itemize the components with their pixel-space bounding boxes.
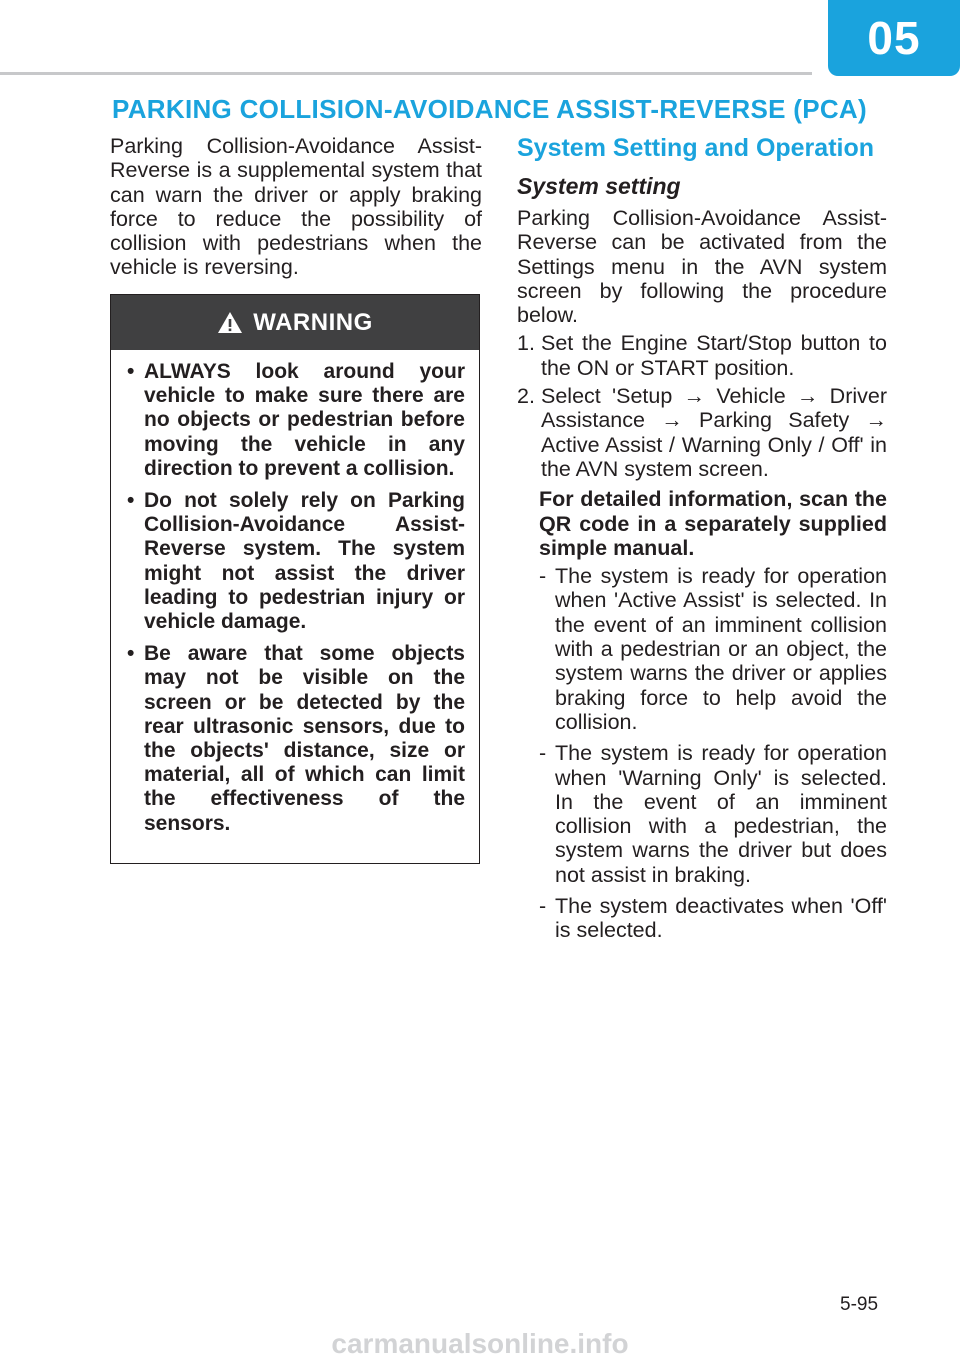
step-text: Set the Engine Start/Stop button to the ON or START position.	[541, 331, 887, 380]
warning-list	[111, 350, 479, 836]
mode-list	[517, 564, 887, 942]
warning-item	[127, 360, 465, 481]
dash-icon: -	[539, 564, 547, 589]
warning-item	[127, 642, 465, 836]
watermark: carmanualsonline.info	[331, 1327, 629, 1359]
mode-item	[539, 894, 887, 943]
operation-intro: Parking Collision-Avoidance Assist-Reverse can be activated from the Settings menu in the AVN system screen by following the procedure below.	[517, 206, 887, 328]
dash-icon: -	[539, 894, 547, 919]
bullet-icon: •	[127, 489, 135, 513]
warning-header	[111, 295, 479, 350]
mode-text: The system is ready for operation when 'Active Assist' is selected. In the event of an imminent collision with a pedestrian or an object, the system warns the driver or applies braking force to help avoid the collision.	[555, 564, 887, 734]
qr-note: For detailed information, scan the QR code in a separately supplied simple manual.	[539, 487, 887, 560]
section-title: PARKING COLLISION-AVOIDANCE ASSIST-REVERSE (PCA)	[112, 94, 867, 124]
step-number: 1.	[517, 331, 535, 356]
procedure-step	[517, 384, 887, 481]
mode-item	[539, 741, 887, 887]
operation-heading: System Setting and Operation	[517, 134, 875, 162]
operation-subheading: System setting	[517, 173, 681, 199]
chapter-number: 05	[867, 12, 921, 64]
bullet-icon: •	[127, 642, 135, 666]
intro-paragraph: Parking Collision-Avoidance Assist-Reverse is a supplemental system that can warn the driver or apply braking force to reduce the possibility of collision with pedestrians when the vehicle is reversing.	[110, 134, 482, 280]
warning-title: WARNING	[253, 308, 373, 336]
dash-icon: -	[539, 741, 547, 766]
warning-triangle-icon	[217, 311, 243, 334]
header-rule	[0, 72, 812, 75]
procedure-step	[517, 331, 887, 380]
mode-text: The system deactivates when 'Off' is selected.	[555, 894, 887, 943]
warning-item	[127, 489, 465, 634]
step-text: Select 'Setup → Vehicle → Driver Assistance → Parking Safety → Active Assist / Warning Only / Off' in the AVN system screen.	[541, 384, 887, 481]
right-column	[517, 134, 887, 950]
bullet-icon: •	[127, 360, 135, 383]
left-column	[110, 134, 482, 280]
warning-item-text: Be aware that some objects may not be visible on the screen or be detected by the rear ultrasonic sensors, due to the objects' distance, size or material, all of which can limit the effectiveness of the sensors.	[144, 642, 465, 835]
warning-item-text: Do not solely rely on Parking Collision-Avoidance Assist-Reverse system. The system might not assist the driver leading to pedestrian injury or vehicle damage.	[144, 489, 465, 634]
mode-item	[539, 564, 887, 734]
mode-text: The system is ready for operation when 'Warning Only' is selected. In the event of an imminent collision with a pedestrian, the system warns the driver but does not assist in braking.	[555, 741, 887, 887]
warning-item-text: ALWAYS look around your vehicle to make sure there are no objects or pedestrian before moving the vehicle in any direction to prevent a collision.	[144, 360, 465, 480]
step-number: 2.	[517, 384, 535, 409]
page-number: 5-95	[840, 1294, 879, 1315]
warning-box	[110, 294, 480, 864]
chapter-tab	[828, 0, 960, 76]
